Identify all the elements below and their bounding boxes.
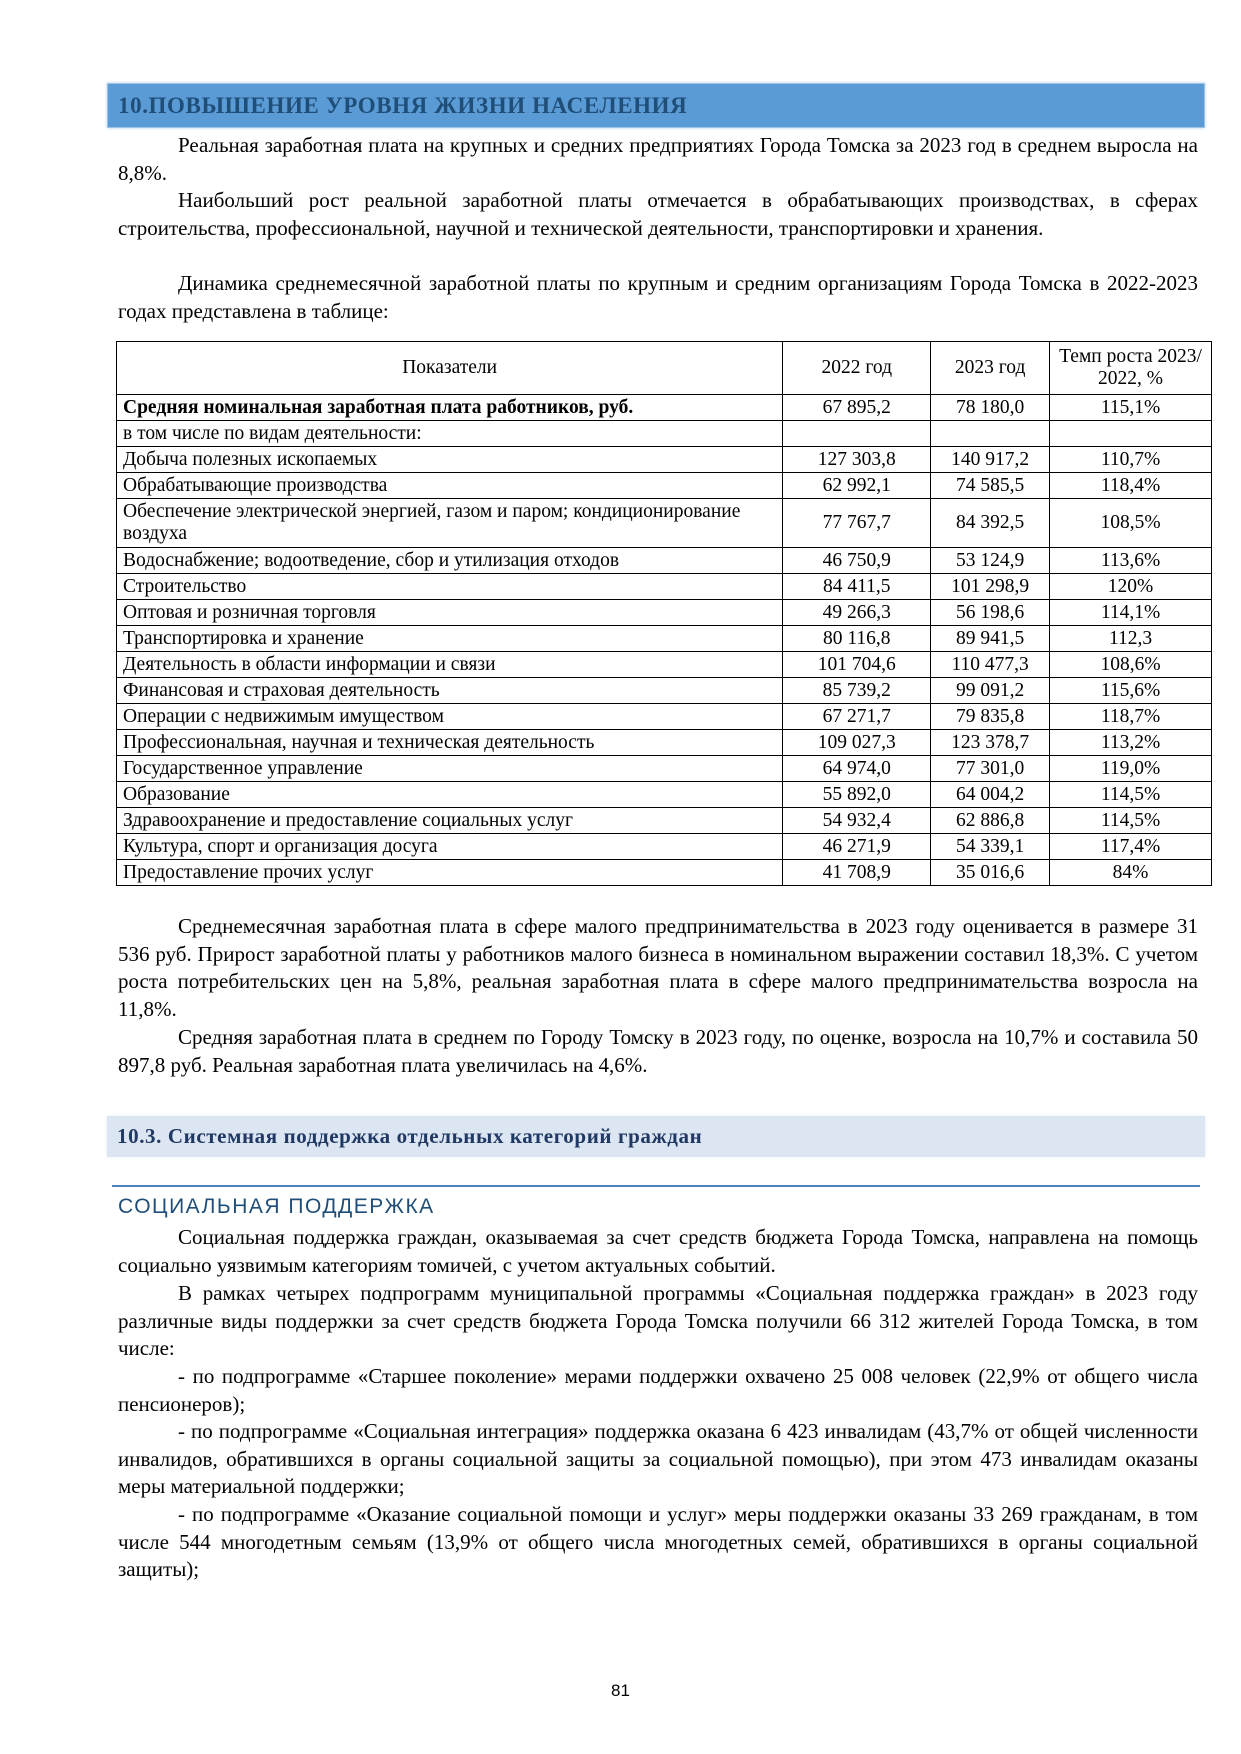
table-row bbox=[117, 756, 1212, 782]
value-2023: 64 004,2 bbox=[931, 782, 1050, 808]
value-2023: 110 477,3 bbox=[931, 652, 1050, 678]
growth-rate: 108,6% bbox=[1050, 652, 1212, 678]
table-row bbox=[117, 730, 1212, 756]
value-2022: 67 271,7 bbox=[783, 704, 931, 730]
header-growth: Темп роста 2023/ 2022, % bbox=[1050, 342, 1212, 395]
subsection-header bbox=[107, 1116, 1205, 1157]
value-2022: 64 974,0 bbox=[783, 756, 931, 782]
row-indicator-name: Водоснабжение; водоотведение, сбор и утилизация отходов bbox=[117, 548, 783, 574]
growth-rate: 114,5% bbox=[1050, 808, 1212, 834]
table-row bbox=[117, 574, 1212, 600]
value-2022: 46 750,9 bbox=[783, 548, 931, 574]
value-2023: 99 091,2 bbox=[931, 678, 1050, 704]
row-indicator-name: Строительство bbox=[117, 574, 783, 600]
city-average-paragraph: Средняя заработная плата в среднем по Городу Томску в 2023 году, по оценке, возросла на 10,7% и составила 50 897,8 руб. Реальная заработная плата увеличилась на 4,6%. bbox=[118, 1025, 1198, 1077]
subheading: СОЦИАЛЬНАЯ ПОДДЕРЖКА bbox=[118, 1195, 435, 1218]
value-2023: 84 392,5 bbox=[931, 499, 1050, 548]
value-2022: 46 271,9 bbox=[783, 834, 931, 860]
row-indicator-name: Обрабатывающие производства bbox=[117, 473, 783, 499]
growth-rate: 113,2% bbox=[1050, 730, 1212, 756]
value-2023: 74 585,5 bbox=[931, 473, 1050, 499]
value-2023: 101 298,9 bbox=[931, 574, 1050, 600]
table-row bbox=[117, 600, 1212, 626]
table-row bbox=[117, 499, 1212, 548]
table-row bbox=[117, 421, 1212, 447]
row-indicator-name: Государственное управление bbox=[117, 756, 783, 782]
row-indicator-name: Средняя номинальная заработная плата работников, руб. bbox=[117, 395, 783, 421]
growth-rate: 118,4% bbox=[1050, 473, 1212, 499]
growth-rate: 108,5% bbox=[1050, 499, 1212, 548]
row-indicator-name: Добыча полезных ископаемых bbox=[117, 447, 783, 473]
row-indicator-name: Операции с недвижимым имуществом bbox=[117, 704, 783, 730]
social-bullet-1: - по подпрограмме «Старшее поколение» мерами поддержки охвачено 25 008 человек (22,9% от общего числа пенсионеров); bbox=[118, 1364, 1198, 1416]
intro-paragraph-3: Динамика среднемесячной заработной платы по крупным и средним организациям Города Томска в 2022-2023 годах представлена в таблице: bbox=[118, 271, 1198, 323]
row-indicator-name: Обеспечение электрической энергией, газом и паром; кондиционирование воздуха bbox=[117, 499, 783, 548]
table-row bbox=[117, 395, 1212, 421]
value-2022: 49 266,3 bbox=[783, 600, 931, 626]
value-2022: 80 116,8 bbox=[783, 626, 931, 652]
table-row bbox=[117, 860, 1212, 886]
growth-rate: 115,6% bbox=[1050, 678, 1212, 704]
social-paragraph-2: В рамках четырех подпрограмм муниципальной программы «Социальная поддержка граждан» в 2023 году различные виды поддержки за счет средств бюджета Города Томска получили 66 312 жителей Города Томска, в том числе: bbox=[118, 1281, 1198, 1361]
table-row bbox=[117, 473, 1212, 499]
intro-paragraph-2: Наибольший рост реальной заработной платы отмечается в обрабатывающих производствах, в сферах строительства, профессиональной, научной и технической деятельности, транспортировки и хранения. bbox=[118, 188, 1198, 240]
growth-rate: 84% bbox=[1050, 860, 1212, 886]
value-2023: 89 941,5 bbox=[931, 626, 1050, 652]
growth-rate: 110,7% bbox=[1050, 447, 1212, 473]
row-indicator-name: Профессиональная, научная и техническая деятельность bbox=[117, 730, 783, 756]
social-bullet-2: - по подпрограмме «Социальная интеграция» поддержка оказана 6 423 инвалидам (43,7% от общей численности инвалидов, обратившихся в органы социальной защиты за социальной помощью), при этом 473 инвалидам оказаны меры материальной поддержки; bbox=[118, 1419, 1198, 1499]
table-row bbox=[117, 808, 1212, 834]
row-indicator-name: Оптовая и розничная торговля bbox=[117, 600, 783, 626]
page-number: 81 bbox=[611, 1681, 630, 1700]
row-indicator-name: Предоставление прочих услуг bbox=[117, 860, 783, 886]
section-title: 10.ПОВЫШЕНИЕ УРОВНЯ ЖИЗНИ НАСЕЛЕНИЯ bbox=[118, 93, 688, 118]
row-indicator-name: Транспортировка и хранение bbox=[117, 626, 783, 652]
table-row bbox=[117, 678, 1212, 704]
table-row bbox=[117, 834, 1212, 860]
growth-rate: 114,1% bbox=[1050, 600, 1212, 626]
table-row bbox=[117, 447, 1212, 473]
value-2023: 79 835,8 bbox=[931, 704, 1050, 730]
value-2023: 78 180,0 bbox=[931, 395, 1050, 421]
growth-rate: 118,7% bbox=[1050, 704, 1212, 730]
table-row bbox=[117, 626, 1212, 652]
growth-rate: 113,6% bbox=[1050, 548, 1212, 574]
social-bullet-3: - по подпрограмме «Оказание социальной помощи и услуг» меры поддержки оказаны 33 269 гражданам, в том числе 544 многодетным семьям (13,9% от общего числа многодетных семей, обратившихся в органы социальной защиты); bbox=[118, 1502, 1198, 1582]
row-indicator-name: Образование bbox=[117, 782, 783, 808]
value-2022: 85 739,2 bbox=[783, 678, 931, 704]
value-2022: 67 895,2 bbox=[783, 395, 931, 421]
subsection-title: 10.3. Системная поддержка отдельных категорий граждан bbox=[117, 1124, 703, 1148]
value-2022: 127 303,8 bbox=[783, 447, 931, 473]
heading-divider bbox=[112, 1185, 1200, 1187]
value-2023: 77 301,0 bbox=[931, 756, 1050, 782]
value-2022: 101 704,6 bbox=[783, 652, 931, 678]
intro-paragraph-1: Реальная заработная плата на крупных и средних предприятиях Города Томска за 2023 год в среднем выросла на 8,8%. bbox=[118, 133, 1198, 185]
row-indicator-name: в том числе по видам деятельности: bbox=[117, 421, 783, 447]
table-row bbox=[117, 548, 1212, 574]
value-2023: 140 917,2 bbox=[931, 447, 1050, 473]
value-2022: 55 892,0 bbox=[783, 782, 931, 808]
table-row bbox=[117, 704, 1212, 730]
value-2023: 53 124,9 bbox=[931, 548, 1050, 574]
growth-rate: 115,1% bbox=[1050, 395, 1212, 421]
wage-table bbox=[116, 341, 1212, 886]
small-business-paragraph: Среднемесячная заработная плата в сфере малого предпринимательства в 2023 году оценивается в размере 31 536 руб. Прирост заработной платы у работников малого бизнеса в номинальном выражении составил 18,3%. С учетом роста потребительских цен на 5,8%, реальная заработная плата в сфере малого предпринимательства возросла на 11,8%. bbox=[118, 914, 1198, 1021]
value-2023 bbox=[931, 421, 1050, 447]
value-2022: 77 767,7 bbox=[783, 499, 931, 548]
value-2023: 123 378,7 bbox=[931, 730, 1050, 756]
value-2023: 62 886,8 bbox=[931, 808, 1050, 834]
value-2023: 56 198,6 bbox=[931, 600, 1050, 626]
table-header-row bbox=[117, 342, 1212, 395]
value-2022 bbox=[783, 421, 931, 447]
row-indicator-name: Здравоохранение и предоставление социальных услуг bbox=[117, 808, 783, 834]
value-2022: 109 027,3 bbox=[783, 730, 931, 756]
growth-rate: 114,5% bbox=[1050, 782, 1212, 808]
row-indicator-name: Культура, спорт и организация досуга bbox=[117, 834, 783, 860]
table-row bbox=[117, 652, 1212, 678]
growth-rate bbox=[1050, 421, 1212, 447]
header-2023: 2023 год bbox=[931, 342, 1050, 395]
growth-rate: 120% bbox=[1050, 574, 1212, 600]
growth-rate: 119,0% bbox=[1050, 756, 1212, 782]
value-2022: 62 992,1 bbox=[783, 473, 931, 499]
social-paragraph-1: Социальная поддержка граждан, оказываемая за счет средств бюджета Города Томска, направлена на помощь социально уязвимым категориям томичей, с учетом актуальных событий. bbox=[118, 1225, 1198, 1277]
value-2022: 84 411,5 bbox=[783, 574, 931, 600]
section-header bbox=[107, 83, 1205, 128]
header-indicator: Показатели bbox=[117, 342, 783, 395]
row-indicator-name: Финансовая и страховая деятельность bbox=[117, 678, 783, 704]
value-2023: 54 339,1 bbox=[931, 834, 1050, 860]
value-2022: 41 708,9 bbox=[783, 860, 931, 886]
table-row bbox=[117, 782, 1212, 808]
value-2023: 35 016,6 bbox=[931, 860, 1050, 886]
row-indicator-name: Деятельность в области информации и связи bbox=[117, 652, 783, 678]
value-2022: 54 932,4 bbox=[783, 808, 931, 834]
growth-rate: 117,4% bbox=[1050, 834, 1212, 860]
header-2022: 2022 год bbox=[783, 342, 931, 395]
growth-rate: 112,3 bbox=[1050, 626, 1212, 652]
